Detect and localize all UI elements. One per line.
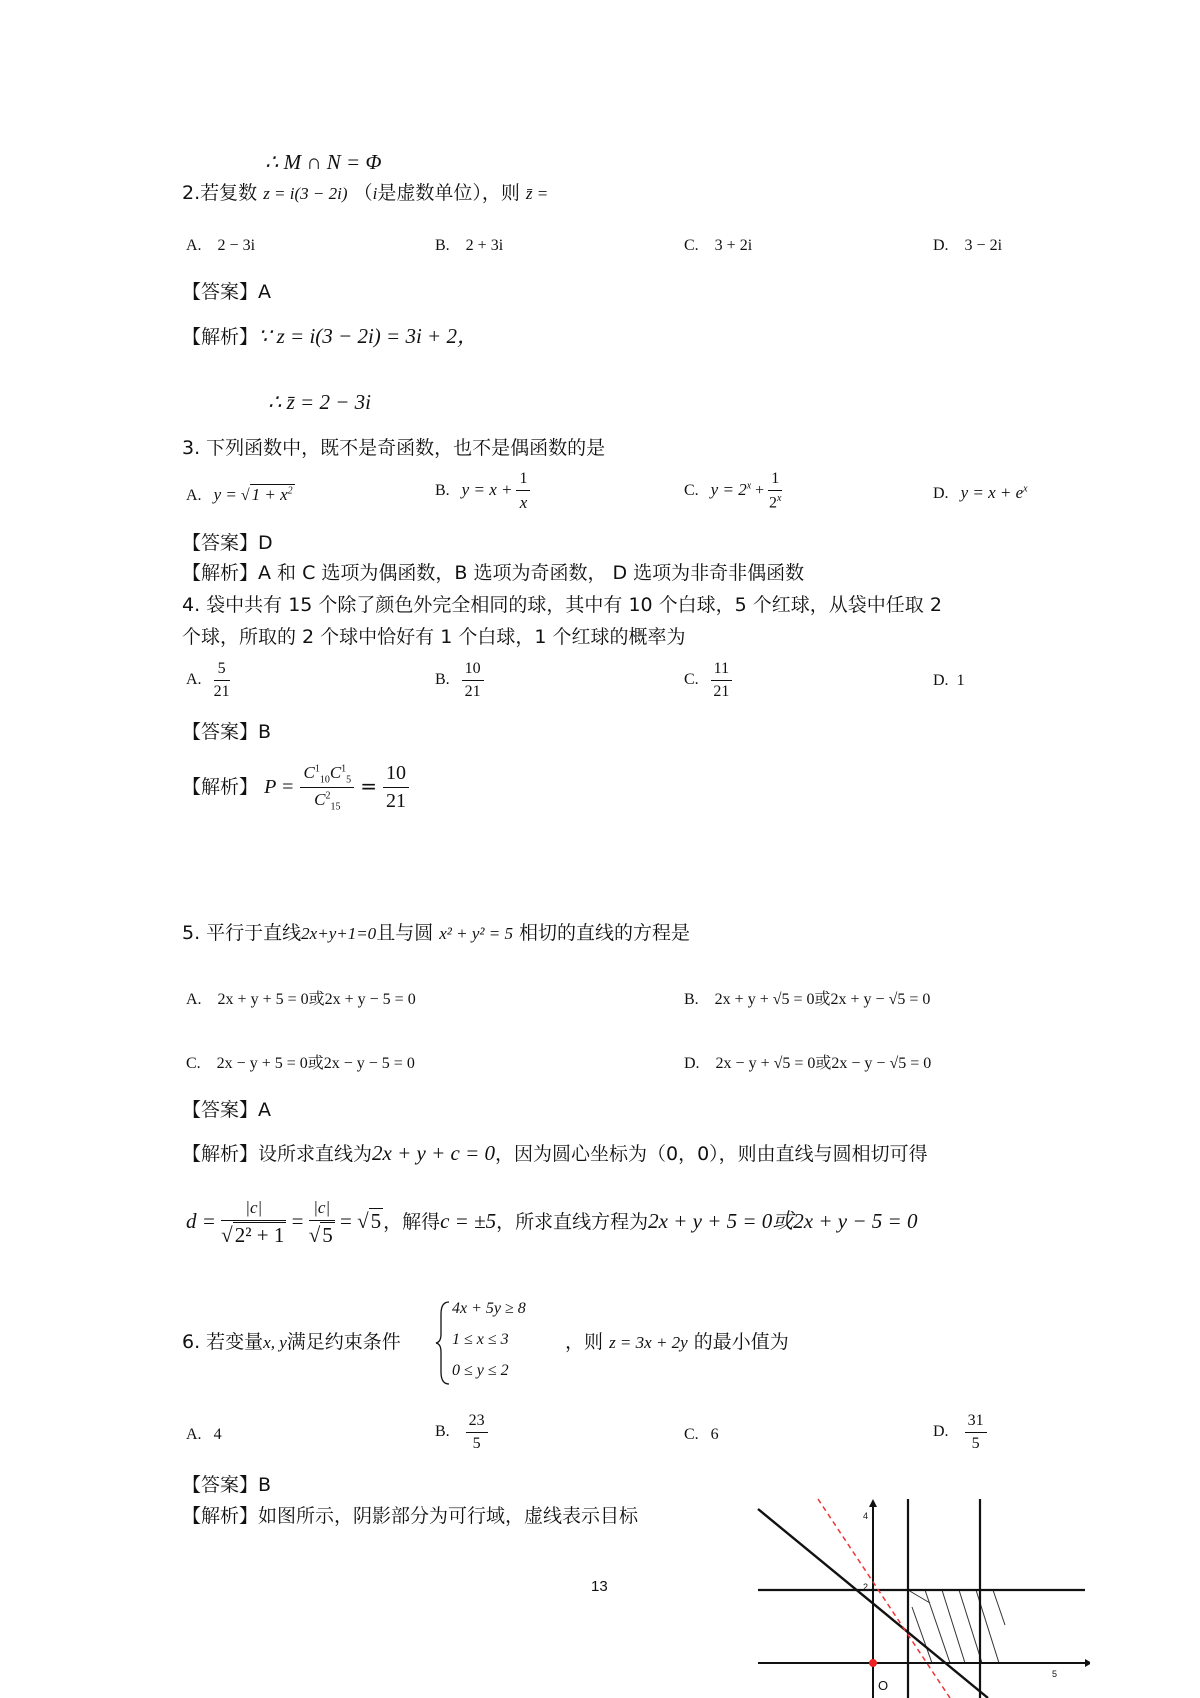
origin-label: O — [878, 1678, 889, 1693]
q2-option-c: C. 3 + 2i — [684, 237, 753, 254]
q2-expr: z = i(3 − 2i) — [263, 184, 348, 203]
q4-p: P = — [264, 776, 295, 798]
q5-explanation-line-1: 【解析】设所求直线为2x + y + c = 0，因为圆心坐标为（0，0），则由直线与圆相切可得 — [182, 1141, 928, 1165]
q3-c-lhs: $y = 2^x$ — [710, 479, 752, 499]
q4-explanation: 【解析】 P = $\frac{C^1_{10}C^1_5}{C^2_{15}}$ = $\frac{10}{21}$ — [182, 762, 409, 813]
q5-sqrt5: 5 — [370, 1208, 382, 1233]
q3-a-label: A. — [186, 487, 202, 504]
previous-conclusion: ∴ M ∩ N = Φ — [265, 150, 382, 174]
x-axis-arrow-icon — [1085, 1659, 1090, 1667]
q5-distance-fraction-1: $\frac{|c|}{\text{√2² + 1}}$ — [221, 1198, 285, 1247]
q5-line: 2x+y+1=0 — [301, 924, 377, 943]
q2-option-a: A. 2 − 3i — [186, 237, 256, 254]
q5-final-equation: 2x + y + 5 = 0或2x + y − 5 = 0 — [648, 1208, 918, 1233]
q6-stem-b: ，则 z = 3x + 2y 的最小值为 — [565, 1331, 789, 1353]
q3-option-d — [933, 483, 1028, 503]
q3-c-fraction: $\frac{1}{2^x}$ — [768, 470, 782, 512]
q3-option-c: C. $y = 2^x$ + $\frac{1}{2^x}$ — [684, 470, 782, 512]
q2-answer: 【答案】A — [182, 281, 271, 303]
q4-answer: 【答案】B — [182, 721, 272, 743]
q5-stem: 5. 平行于直线2x+y+1=0且与圆 x² + y² = 5 相切的直线的方程是 — [182, 922, 691, 944]
q6-option-c: C. 6 — [684, 1426, 719, 1443]
feasible-region-hatching — [908, 1590, 1005, 1663]
q4-option-d: D. 1 — [933, 672, 965, 689]
origin-point — [869, 1659, 877, 1667]
q3-stem: 3. 下列函数中，既不是奇函数，也不是偶函数的是 — [182, 437, 606, 459]
q4-c-fraction: $\frac{11}{21}$ — [711, 660, 732, 701]
q2-stem-a: 2.若复数 — [182, 182, 258, 204]
q5-option-a: A. 2x + y + 5 = 0或2x + y − 5 = 0 — [186, 991, 416, 1008]
q4-explain-label: 【解析】 — [182, 776, 259, 798]
q3-explanation: 【解析】A 和 C 选项为偶函数，B 选项为奇函数， D 选项为非奇非偶函数 — [182, 562, 805, 584]
q3-answer: 【答案】D — [182, 532, 273, 554]
q4-a-fraction: $\frac{5}{21}$ — [213, 660, 230, 700]
feasible-region-graph — [750, 1495, 1090, 1698]
q6-option-a: A. 4 — [186, 1426, 222, 1443]
q2-explain-1: ∵ z = i(3 − 2i) = 3i + 2， — [258, 324, 478, 348]
q2-explain-label: 【解析】 — [182, 326, 259, 348]
q3-b-fraction: $\frac{1}{x}$ — [516, 470, 530, 513]
q4-combination-fraction: $\frac{C^1_{10}C^1_5}{C^2_{15}}$ — [300, 763, 354, 813]
objective-dashed-line — [818, 1499, 950, 1698]
q6-d-fraction: $\frac{31}{5}$ — [965, 1412, 987, 1453]
q5-option-d: D. 2x − y + √5 = 0或2x − y − √5 = 0 — [684, 1055, 932, 1072]
q6-explanation: 【解析】如图所示，阴影部分为可行域，虚线表示目标 — [182, 1505, 639, 1527]
q5-explanation-line-2: d = $\frac{|c|}{\text{√2² + 1}}$ = $\frac{|c|}{√5}$ = √5 ，解得c = ±5，所求直线方程为2x + y + 5 = 0或2x + y − 5 = 0 — [186, 1198, 918, 1247]
q2-option-b: B. 2 + 3i — [435, 237, 504, 254]
q4-option-b: B. $\frac{10}{21}$ — [435, 660, 484, 701]
q2-stem-b: （ — [353, 182, 373, 204]
q6-stem-a: 6. 若变量x, y满足约束条件 — [182, 1331, 401, 1353]
q6-constraint-3: 0 ≤ y ≤ 2 — [452, 1362, 509, 1379]
q3-option-a: A. y = √ $1 + x^2$ — [186, 485, 293, 504]
q2-stem-c: 是虚数单位），则 — [377, 182, 520, 204]
q2-explanation — [182, 320, 478, 350]
q5-distance-fraction-2: $\frac{|c|}{√5}$ — [308, 1198, 333, 1247]
q4-stem-line-1: 4. 袋中共有 15 个除了颜色外完全相同的球，其中有 10 个白球，5 个红球，从袋中任取 2 — [182, 594, 942, 616]
q2-explain-2: ∴ z̄ = 2 − 3i — [268, 390, 371, 414]
q4-b-fraction: $\frac{10}{21}$ — [462, 660, 484, 701]
q3-a-radicand: $1 + x^2$ — [251, 485, 293, 504]
q4-result-fraction: $\frac{10}{21}$ — [383, 762, 409, 813]
q6-vars: x, y — [263, 1333, 287, 1352]
q3-b-label: B. — [435, 482, 450, 500]
q4-option-a: A. $\frac{5}{21}$ — [186, 660, 230, 700]
q3-a-lhs: y = — [213, 485, 237, 504]
x-tick-5: 5 — [1052, 1669, 1058, 1679]
q4-stem-line-2: 个球，所取的 2 个球中恰好有 1 个白球，1 个红球的概率为 — [182, 626, 686, 648]
q5-option-b: B. 2x + y + √5 = 0或2x + y − √5 = 0 — [684, 991, 931, 1008]
q2-zbar: z̄ = — [525, 184, 549, 203]
y-axis-arrow-icon — [869, 1499, 877, 1507]
q6-objective: z = 3x + 2y — [609, 1333, 688, 1352]
page-number: 13 — [591, 1578, 608, 1595]
q5-c-value: c = ±5 — [440, 1208, 497, 1233]
q5-circle: x² + y² = 5 — [439, 924, 513, 943]
q5-option-c: C. 2x − y + 5 = 0或2x − y − 5 = 0 — [186, 1055, 415, 1072]
q2-stem — [182, 178, 548, 205]
q6-option-d: D. $\frac{31}{5}$ — [933, 1412, 987, 1453]
q4-option-c: C. $\frac{11}{21}$ — [684, 660, 732, 701]
q5-explain-expr: 2x + y + c = 0 — [372, 1141, 495, 1165]
q6-constraint-2: 1 ≤ x ≤ 3 — [452, 1331, 509, 1348]
q3-c-label: C. — [684, 481, 699, 499]
q3-d-lhs: $y = x + e^x$ — [960, 483, 1028, 502]
q3-d-label: D. — [933, 485, 949, 502]
q6-b-fraction: $\frac{23}{5}$ — [466, 1412, 488, 1453]
y-tick-2: 2 — [863, 1582, 869, 1592]
q6-constraint-1: 4x + 5y ≥ 8 — [452, 1300, 526, 1317]
q6-option-b: B. $\frac{23}{5}$ — [435, 1412, 488, 1453]
q3-b-lhs: y = x + — [461, 480, 513, 500]
q5-answer: 【答案】A — [182, 1099, 271, 1121]
q6-system-brace — [435, 1300, 451, 1386]
q2-option-d: D. 3 − 2i — [933, 237, 1003, 254]
q2-i: i — [372, 184, 378, 203]
y-tick-4: 4 — [863, 1511, 869, 1521]
q6-answer: 【答案】B — [182, 1474, 272, 1496]
q3-option-b — [435, 470, 530, 513]
